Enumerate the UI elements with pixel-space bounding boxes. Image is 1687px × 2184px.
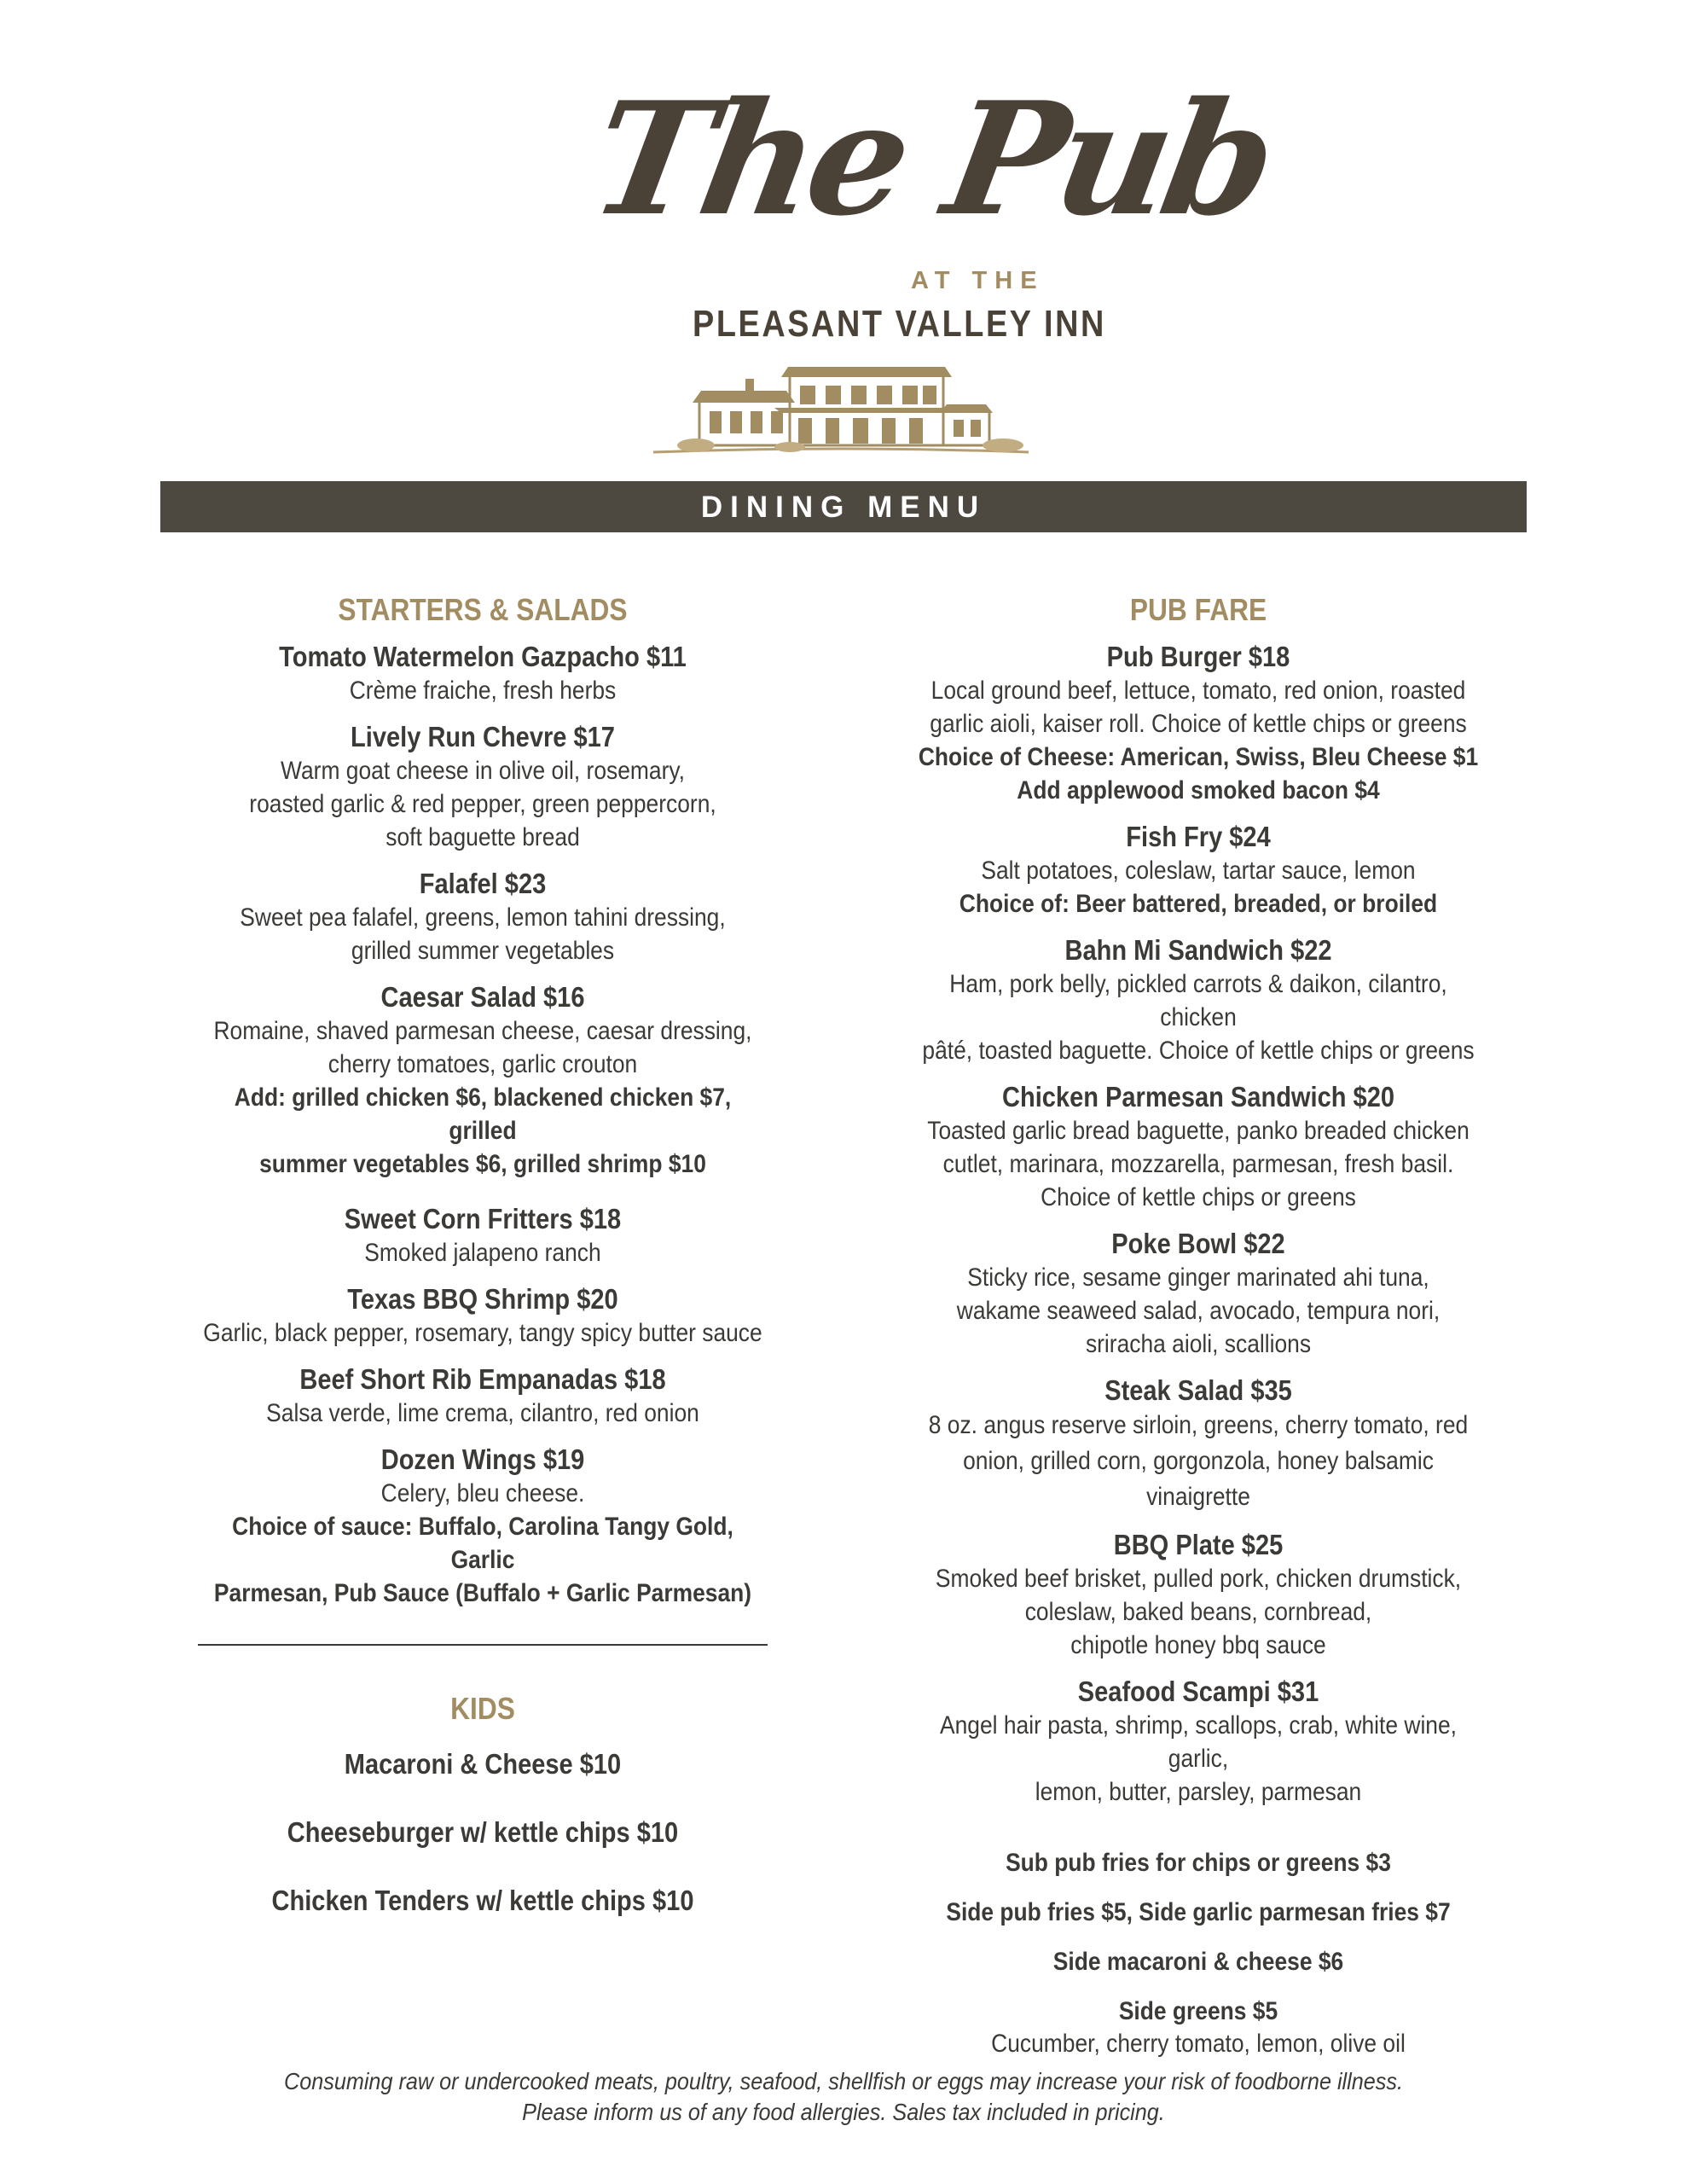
- menu-item: [878, 819, 1518, 921]
- menu-item: [162, 1281, 803, 1350]
- item-name: Bahn Mi Sandwich $22: [1064, 934, 1332, 966]
- menu-item: [162, 1362, 803, 1430]
- menu-item: [162, 719, 803, 854]
- menu-item: [878, 1527, 1518, 1662]
- side-option: Side macaroni & cheese $6: [1052, 1948, 1344, 1976]
- menu-item: [162, 1201, 803, 1269]
- item-description: 8 oz. angus reserve sirloin, greens, cherry tomato, red onion, grilled corn, gorgonzola, honey balsamic vinaigrette: [928, 1411, 1469, 1511]
- item-description: Warm goat cheese in olive oil, rosemary, roasted garlic & red pepper, green peppercorn, soft baguette bread: [249, 757, 716, 851]
- menu-item: [878, 1674, 1518, 1809]
- item-description: Sweet pea falafel, greens, lemon tahini dressing, grilled summer vegetables: [240, 903, 726, 965]
- side-option: Side greens $5: [1118, 1997, 1278, 2025]
- item-addons: Choice of Cheese: American, Swiss, Bleu Cheese $1 Add applewood smoked bacon $4: [918, 743, 1479, 804]
- item-name: Poke Bowl $22: [1111, 1228, 1285, 1259]
- item-name: Caesar Salad $16: [380, 981, 585, 1013]
- item-name: Seafood Scampi $31: [1077, 1676, 1319, 1707]
- item-name: Dozen Wings $19: [380, 1443, 585, 1475]
- item-description: Salsa verde, lime crema, cilantro, red onion: [266, 1399, 699, 1427]
- item-name: Fish Fry $24: [1126, 821, 1271, 852]
- item-description: Celery, bleu cheese.: [380, 1479, 585, 1507]
- logo-at-the: AT THE: [911, 267, 1045, 294]
- item-name: Chicken Parmesan Sandwich $20: [1001, 1081, 1394, 1112]
- item-description: Toasted garlic bread baguette, panko breaded chicken cutlet, marinara, mozzarella, parmesan, fresh basil. Choice of kettle chips or greens: [927, 1117, 1470, 1211]
- menu-item: [878, 932, 1518, 1067]
- item-description: Salt potatoes, coleslaw, tartar sauce, lemon: [981, 857, 1416, 885]
- menu-item: [878, 1226, 1518, 1361]
- kids-item: Chicken Tenders w/ kettle chips $10: [271, 1885, 694, 1916]
- kids-item: Cheeseburger w/ kettle chips $10: [287, 1816, 679, 1848]
- item-description: Smoked jalapeno ranch: [364, 1239, 601, 1267]
- menu-item: [162, 1442, 803, 1610]
- item-name: Sweet Corn Fritters $18: [344, 1203, 622, 1234]
- kids-item: Macaroni & Cheese $10: [344, 1748, 622, 1780]
- item-name: Pub Burger $18: [1106, 641, 1290, 672]
- item-name: Falafel $23: [419, 868, 547, 899]
- item-description: Ham, pork belly, pickled carrots & daikon, cilantro, chicken pâté, toasted baguette. Choice of kettle chips or greens: [922, 970, 1475, 1065]
- item-description: Smoked beef brisket, pulled pork, chicken drumstick, coleslaw, baked beans, cornbread, chipotle honey bbq sauce: [935, 1565, 1462, 1659]
- item-description: Angel hair pasta, shrimp, scallops, crab, white wine, garlic, lemon, butter, parsley, parmesan: [939, 1711, 1458, 1806]
- side-greens-description: Cucumber, cherry tomato, lemon, olive oil: [991, 2030, 1406, 2058]
- right-column: [878, 591, 1518, 2060]
- menu-item: [878, 1373, 1518, 1515]
- side-option: Sub pub fries for chips or greens $3: [1006, 1849, 1391, 1877]
- logo-inn-name: PLEASANT VALLEY INN: [693, 303, 1106, 345]
- menu-item: [162, 639, 803, 707]
- left-column: [162, 591, 803, 1951]
- item-choice: Choice of: Beer battered, breaded, or broiled: [959, 890, 1438, 918]
- banner-title: DINING MENU: [700, 491, 987, 524]
- inn-building-icon: [645, 357, 1037, 459]
- sides-block: [878, 1846, 1518, 2060]
- section-divider: [198, 1644, 768, 1646]
- menu-item: [878, 639, 1518, 807]
- allergy-disclaimer: [162, 2066, 1525, 2128]
- item-description: Local ground beef, lettuce, tomato, red onion, roasted garlic aioli, kaiser roll. Choice of kettle chips or greens: [930, 677, 1467, 738]
- pub-logo: [579, 67, 1284, 473]
- item-addons: Add: grilled chicken $6, blackened chicken $7, grilled summer vegetables $6, grilled shrimp $10: [234, 1083, 732, 1178]
- item-name: Beef Short Rib Empanadas $18: [299, 1363, 666, 1395]
- item-name: Texas BBQ Shrimp $20: [347, 1283, 618, 1315]
- menu-item: [162, 866, 803, 967]
- logo-script-title: The Pub: [579, 67, 1284, 250]
- section-title-starters: STARTERS & SALADS: [338, 592, 628, 627]
- item-name: Steak Salad $35: [1104, 1374, 1292, 1406]
- item-description: Sticky rice, sesame ginger marinated ahi tuna, wakame seaweed salad, avocado, tempura nori, sriracha aioli, scallions: [956, 1263, 1441, 1358]
- disclaimer-line-1: Consuming raw or undercooked meats, poultry, seafood, shellfish or eggs may increase your risk of foodborne illness.: [283, 2068, 1403, 2094]
- menu-item: [878, 1079, 1518, 1214]
- item-description: Garlic, black pepper, rosemary, tangy spicy butter sauce: [203, 1319, 762, 1347]
- item-name: BBQ Plate $25: [1113, 1529, 1284, 1560]
- item-name: Lively Run Chevre $17: [351, 721, 615, 752]
- side-option: Side pub fries $5, Side garlic parmesan fries $7: [946, 1898, 1451, 1926]
- item-description: Crème fraiche, fresh herbs: [349, 677, 617, 705]
- menu-item: [162, 979, 803, 1181]
- section-title-pub-fare: PUB FARE: [1129, 592, 1267, 627]
- section-title-kids: KIDS: [450, 1691, 515, 1726]
- disclaimer-line-2: Please inform us of any food allergies. Sales tax included in pricing.: [522, 2099, 1165, 2125]
- dining-menu-banner: [160, 481, 1527, 532]
- item-name: Tomato Watermelon Gazpacho $11: [279, 641, 687, 672]
- item-description: Romaine, shaved parmesan cheese, caesar dressing, cherry tomatoes, garlic crouton: [213, 1017, 752, 1078]
- item-sauce-choices: Choice of sauce: Buffalo, Carolina Tangy Gold, Garlic Parmesan, Pub Sauce (Buffalo + Garlic Parmesan): [213, 1513, 752, 1607]
